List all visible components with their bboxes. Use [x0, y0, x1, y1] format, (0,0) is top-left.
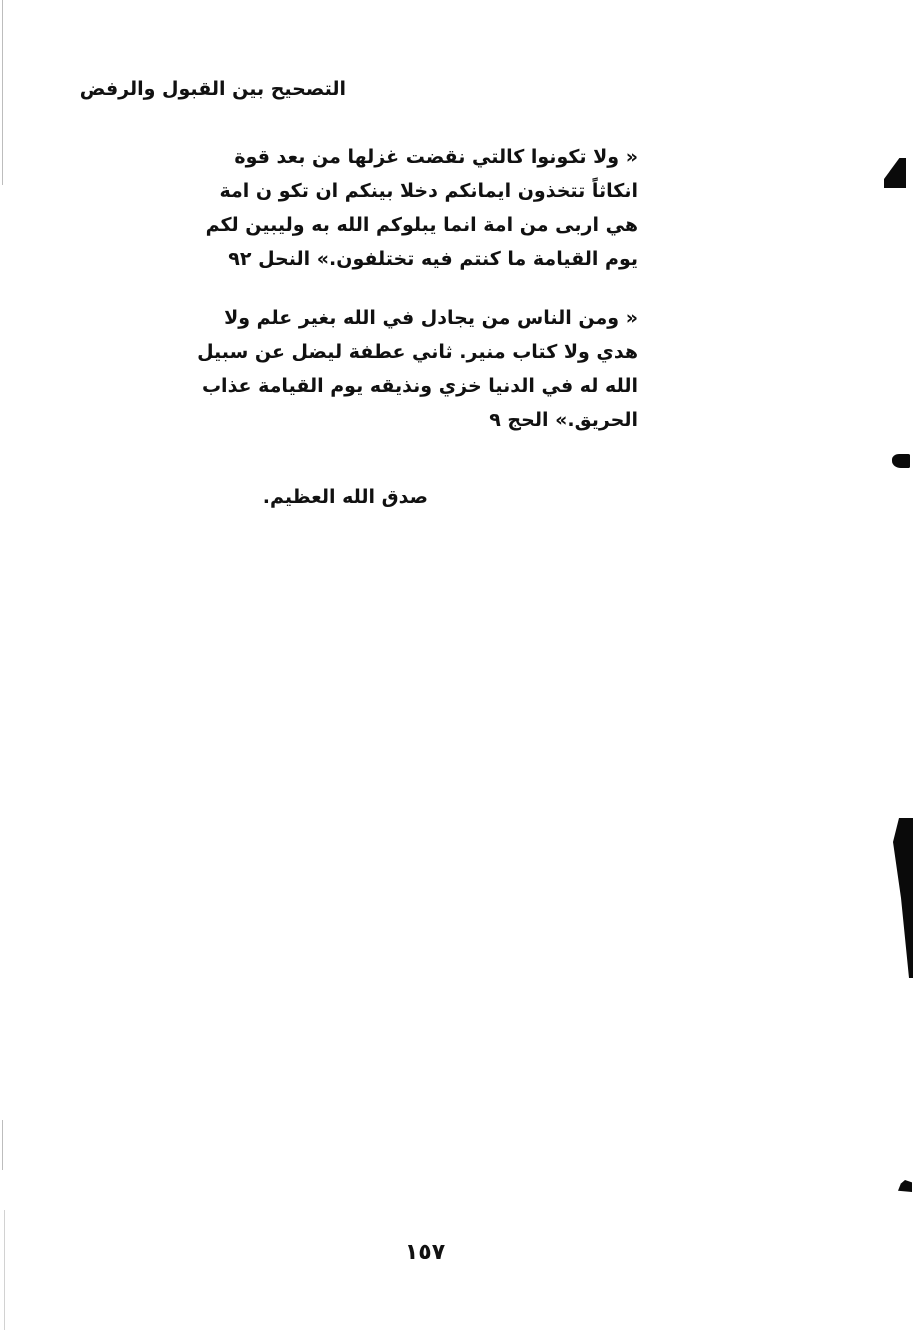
- verse-line: « ولا تكونوا كالتي نقضت غزلها من بعد قوة: [234, 146, 638, 168]
- page-number: ١٥٧: [404, 1240, 446, 1265]
- scan-edge-line: [2, 0, 3, 185]
- scan-artifact: [884, 158, 906, 188]
- scan-edge-line: [4, 1210, 5, 1330]
- quran-verse-block: [197, 301, 638, 437]
- verse-line: هي اربى من امة انما يبلوكم الله به وليبين لكم: [205, 214, 638, 236]
- verse-line: « ومن الناس من يجادل في الله بغير علم ولا: [224, 307, 638, 329]
- verse-line: الحريق.» الحج ٩: [489, 409, 638, 431]
- scan-artifact: [893, 818, 913, 978]
- verse-line: يوم القيامة ما كنتم فيه تختلفون.» النحل ٩٢: [228, 248, 638, 270]
- closing-phrase: صدق الله العظيم.: [262, 486, 428, 508]
- verse-line: الله له في الدنيا خزي ونذيقه يوم القيامة عذاب: [201, 375, 638, 397]
- scan-artifact: [898, 1180, 912, 1192]
- running-header-title: التصحيح بين القبول والرفض: [79, 78, 346, 100]
- verse-line: انكاثاً تتخذون ايمانكم دخلا بينكم ان تكو ن امة: [219, 180, 638, 202]
- quran-verse-block: [205, 140, 638, 276]
- scan-artifact: [892, 454, 910, 468]
- verse-line: هدي ولا كتاب منير. ثاني عطفة ليضل عن سبيل: [197, 341, 638, 363]
- scan-edge-line: [2, 1120, 3, 1170]
